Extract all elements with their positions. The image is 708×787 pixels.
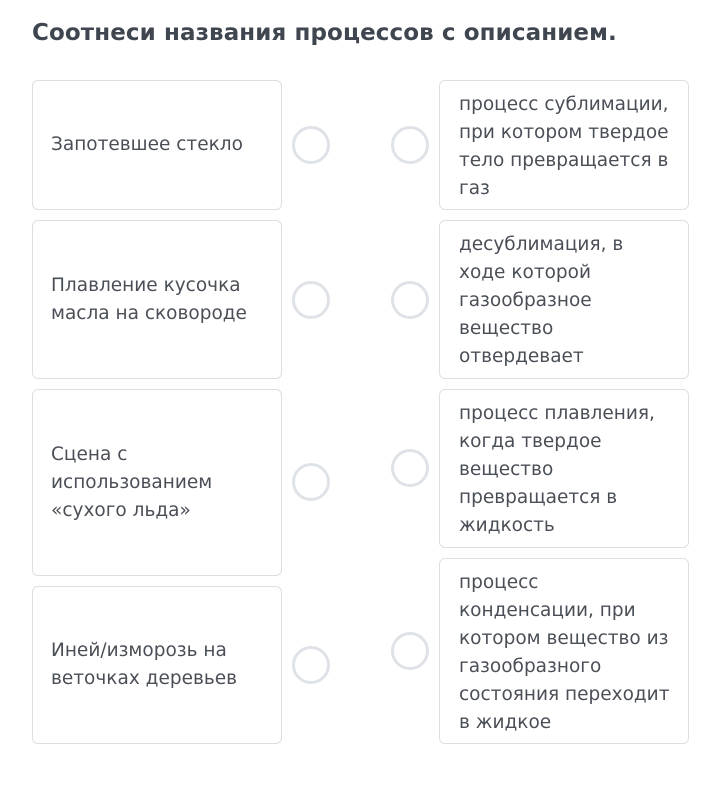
right-item-label: процесс сублимации, при котором твердое тело превращается в газ [459, 94, 669, 199]
left-item-label: Запотевшее стекло [51, 134, 243, 155]
left-item-label: Сцена с использованием «сухого льда» [51, 443, 213, 521]
left-item-label: Плавление кусочка масла на сковороде [51, 274, 247, 324]
right-item-label: десублимация, в ходе которой газообразное вещество отвердевает [459, 234, 624, 367]
left-item-3[interactable] [32, 389, 282, 576]
right-item-2[interactable] [439, 220, 689, 379]
left-item-4[interactable] [32, 586, 282, 744]
right-radio-2[interactable] [391, 281, 429, 319]
right-item-3[interactable] [439, 389, 689, 548]
left-radio-3[interactable] [292, 463, 330, 501]
left-item-1[interactable] [32, 80, 282, 210]
right-radio-3[interactable] [391, 449, 429, 487]
left-item-label: Иней/изморозь на веточках деревьев [51, 640, 238, 689]
right-item-1[interactable] [439, 80, 689, 210]
right-radio-1[interactable] [391, 126, 429, 164]
right-item-label: процесс конденсации, при котором вещество из газообразного состояния переходит в жидкое [459, 572, 670, 733]
left-radio-1[interactable] [292, 126, 330, 164]
left-radio-2[interactable] [292, 281, 330, 319]
task-title: Соотнеси названия процессов с описанием. [32, 20, 617, 46]
left-radio-4[interactable] [292, 646, 330, 684]
right-item-label: процесс плавления, когда твердое вещество превращается в жидкость [459, 403, 655, 536]
left-item-2[interactable] [32, 220, 282, 379]
right-radio-4[interactable] [391, 632, 429, 670]
right-item-4[interactable] [439, 558, 689, 744]
